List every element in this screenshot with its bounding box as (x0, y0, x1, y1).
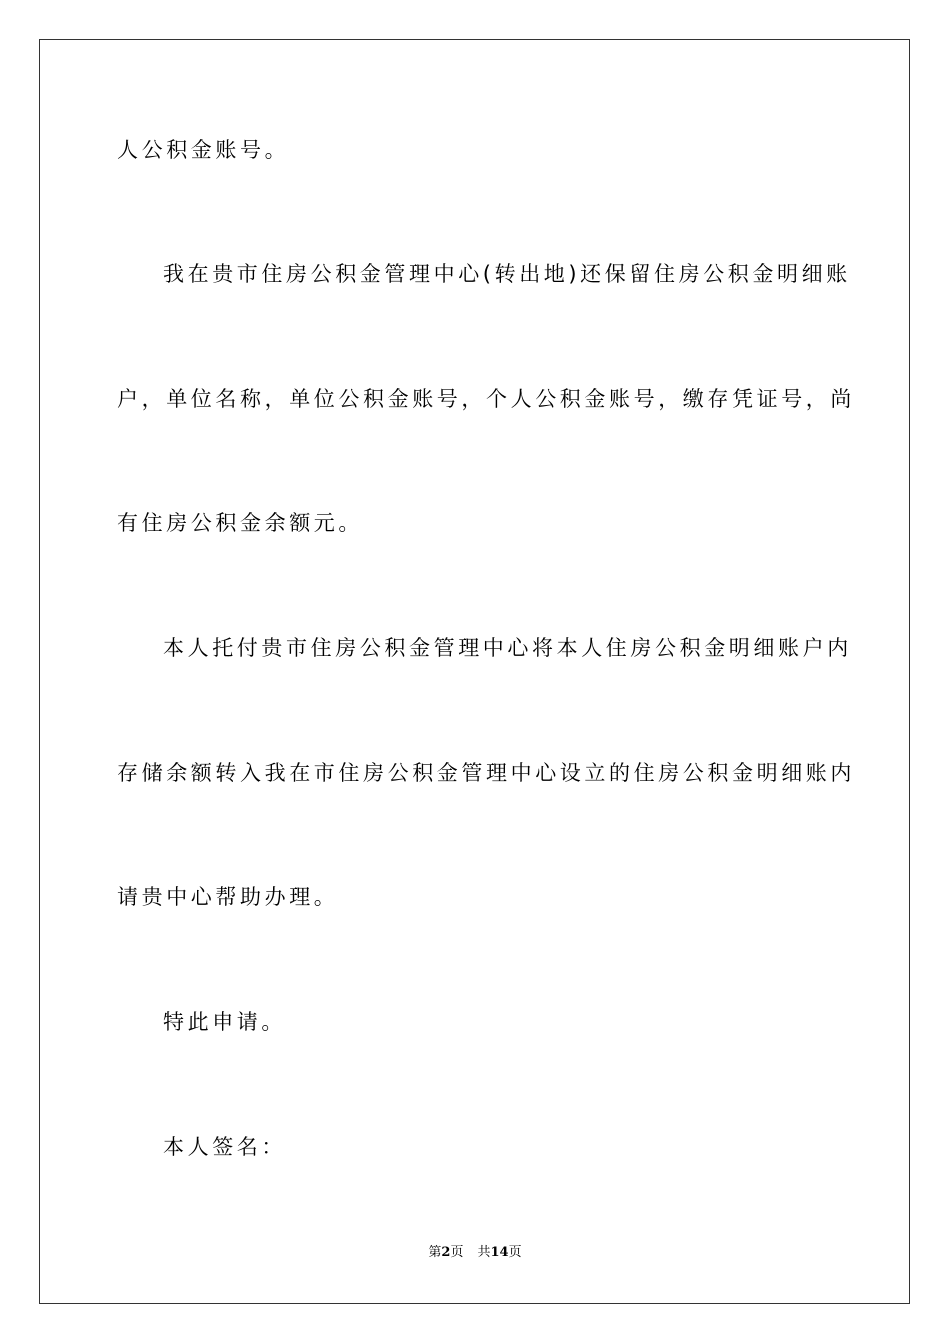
text-line-4: 有住房公积金余额元。 (117, 511, 363, 535)
text-line-6: 存储余额转入我在市住房公积金管理中心设立的住房公积金明细账内 (117, 761, 855, 785)
text-line-3: 户，单位名称，单位公积金账号，个人公积金账号，缴存凭证号，尚 (117, 387, 855, 411)
text-line-8: 特此申请。 (163, 1010, 286, 1034)
total-pages-indicator: 共14页 (477, 1245, 522, 1260)
text-line-1: 人公积金账号。 (117, 138, 290, 162)
page-indicator: 第2页 (428, 1245, 464, 1260)
text-line-2: 我在贵市住房公积金管理中心(转出地)还保留住房公积金明细账 (163, 262, 851, 286)
text-line-5: 本人托付贵市住房公积金管理中心将本人住房公积金明细账户内 (163, 636, 852, 660)
page-footer (0, 1243, 950, 1263)
text-line-7: 请贵中心帮助办理。 (117, 885, 339, 909)
text-line-9: 本人签名： (163, 1135, 286, 1159)
page-border (39, 39, 910, 1304)
